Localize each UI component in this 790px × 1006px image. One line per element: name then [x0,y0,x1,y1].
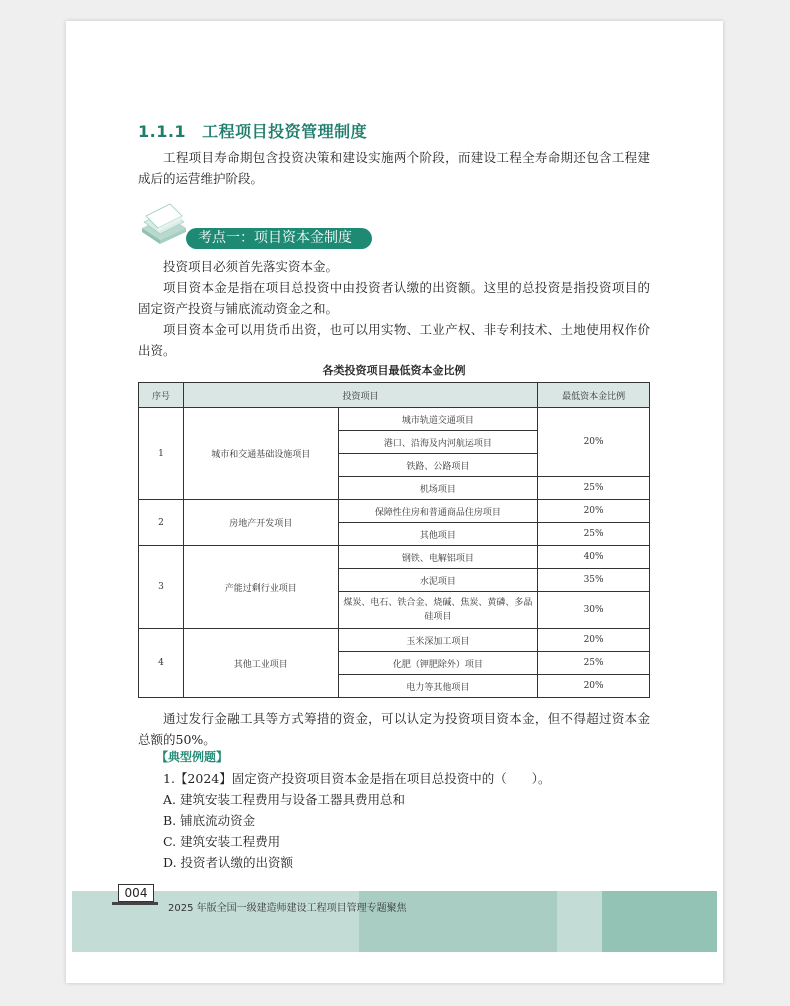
table-row [139,408,650,431]
item-cell: 煤炭、电石、铁合金、烧碱、焦炭、黄磷、多晶硅项目 [338,592,538,629]
item-cell: 钢铁、电解铝项目 [338,546,538,569]
ratio-cell: 20% [538,408,650,477]
body-paragraph: 项目资本金是指在项目总投资中由投资者认缴的出资额。这里的总投资是指投资项目的固定资产投资与铺底流动资金之和。 [138,280,650,316]
group-no: 4 [139,629,184,698]
group-category: 其他工业项目 [183,629,338,698]
item-cell: 港口、沿海及内河航运项目 [338,431,538,454]
ratio-cell: 30% [538,592,650,629]
group-category: 城市和交通基础设施项目 [183,408,338,500]
group-no: 1 [139,408,184,500]
ratio-cell: 20% [538,675,650,698]
example-option: D. 投资者认缴的出资额 [163,855,294,870]
header-project: 投资项目 [183,383,537,408]
footer-title: 2025 年版全国一级建造师建设工程项目管理专题聚焦 [168,903,407,914]
key-point-banner: 考点一：项目资本金制度 [186,228,372,249]
body-paragraph: 投资项目必须首先落实资本金。 [163,259,339,274]
item-cell: 水泥项目 [338,569,538,592]
ratio-cell: 20% [538,629,650,652]
group-no: 3 [139,546,184,629]
ratio-cell: 40% [538,546,650,569]
table-row [139,500,650,523]
item-cell: 电力等其他项目 [338,675,538,698]
section-title: 1.1.1 工程项目投资管理制度 [138,122,368,141]
ratio-cell: 35% [538,569,650,592]
ratio-cell: 25% [538,477,650,500]
after-table-paragraph: 通过发行金融工具等方式筹措的资金，可以认定为投资项目资本金，但不得超过资本金总额的50%。 [138,711,650,747]
intro-paragraph: 工程项目寿命期包含投资决策和建设实施两个阶段，而建设工程全寿命期还包含工程建成后的运营维护阶段。 [138,150,650,186]
item-cell: 机场项目 [338,477,538,500]
book-stack-icon [138,198,190,246]
page-number: 004 [118,884,154,902]
group-category: 房地产开发项目 [183,500,338,546]
header-no: 序号 [139,383,184,408]
page-number-stand [112,902,158,905]
item-cell: 玉米深加工项目 [338,629,538,652]
ratio-cell: 25% [538,523,650,546]
table-row [139,629,650,652]
example-option: B. 铺底流动资金 [163,813,256,828]
example-question: 1.【2024】固定资产投资项目资本金是指在项目总投资中的（ ）。 [163,771,551,786]
item-cell: 保障性住房和普通商品住房项目 [338,500,538,523]
item-cell: 化肥（钾肥除外）项目 [338,652,538,675]
capital-ratio-table [138,382,650,698]
header-ratio: 最低资本金比例 [538,383,650,408]
body-text [138,256,650,361]
table-row [139,546,650,569]
item-cell: 其他项目 [338,523,538,546]
ratio-cell: 25% [538,652,650,675]
item-cell: 城市轨道交通项目 [338,408,538,431]
body-paragraph: 项目资本金可以用货币出资，也可以用实物、工业产权、非专利技术、土地使用权作价出资。 [138,322,650,358]
example-label: 【典型例题】 [156,750,229,764]
example-option: A. 建筑安装工程费用与设备工器具费用总和 [163,792,405,807]
group-category: 产能过剩行业项目 [183,546,338,629]
example-option: C. 建筑安装工程费用 [163,834,281,849]
item-cell: 铁路、公路项目 [338,454,538,477]
group-no: 2 [139,500,184,546]
ratio-cell: 20% [538,500,650,523]
table-title: 各类投资项目最低资本金比例 [322,364,466,377]
